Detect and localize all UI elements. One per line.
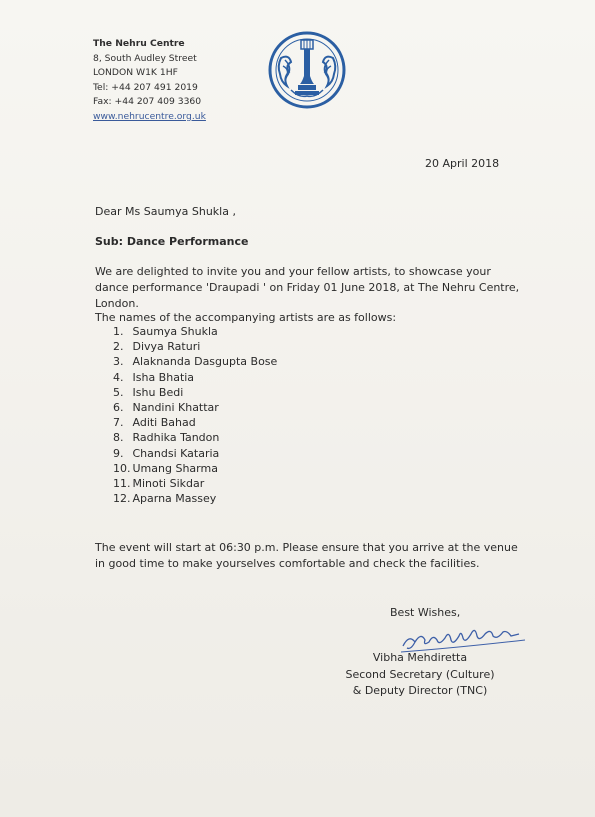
artists-list	[113, 324, 277, 506]
list-item: 4. Isha Bhatia	[113, 370, 195, 384]
list-item: 2. Divya Raturi	[113, 340, 201, 354]
letter-date: 20 April 2018	[425, 157, 500, 170]
closing-line: Best Wishes,	[390, 606, 461, 619]
list-item: 12. Aparna Massey	[113, 492, 217, 506]
list-item: 9. Chandsi Kataria	[113, 446, 220, 460]
website-link[interactable]: www.nehrucentre.org.uk	[93, 110, 206, 122]
signer-block	[345, 650, 495, 700]
org-name: The Nehru Centre	[93, 38, 185, 49]
salutation: Dear Ms Saumya Shukla ,	[95, 205, 236, 218]
list-item: 11. Minoti Sikdar	[113, 477, 205, 491]
list-item: 1. Saumya Shukla	[113, 325, 218, 338]
list-item: 6. Nandini Khattar	[113, 401, 219, 415]
address-line-1: 8, South Audley Street	[93, 52, 197, 64]
signer-title-1: Second Secretary (Culture)	[345, 667, 495, 681]
invitation-paragraph: We are delighted to invite you and your fellow artists, to showcase your dance performance 'Draupadi ' on Friday 01 June 2018, at The Nehru Centre, London.	[95, 265, 520, 310]
fax: Fax: +44 207 409 3360	[93, 96, 202, 108]
address-line-2: LONDON W1K 1HF	[93, 67, 178, 79]
list-item: 10. Umang Sharma	[113, 461, 218, 475]
letterhead-address	[93, 37, 206, 125]
list-item: 3. Alaknanda Dasgupta Bose	[113, 355, 278, 369]
list-item: 7. Aditi Bahad	[113, 416, 196, 430]
list-item: 5. Ishu Bedi	[113, 385, 184, 399]
subject-line: Sub: Dance Performance	[95, 235, 249, 248]
signer-title-2: & Deputy Director (TNC)	[352, 684, 488, 697]
list-item: 8. Radhika Tandon	[113, 431, 220, 445]
artists-intro: The names of the accompanying artists are as follows:	[95, 311, 397, 324]
telephone: Tel: +44 207 491 2019	[93, 81, 198, 93]
signer-name: Vibha Mehdiretta	[372, 651, 468, 664]
nehru-centre-logo-icon	[267, 30, 347, 110]
event-details-paragraph: The event will start at 06:30 p.m. Please ensure that you arrive at the venue in good time to make yourselves comfortable and check the facilities.	[95, 541, 518, 570]
